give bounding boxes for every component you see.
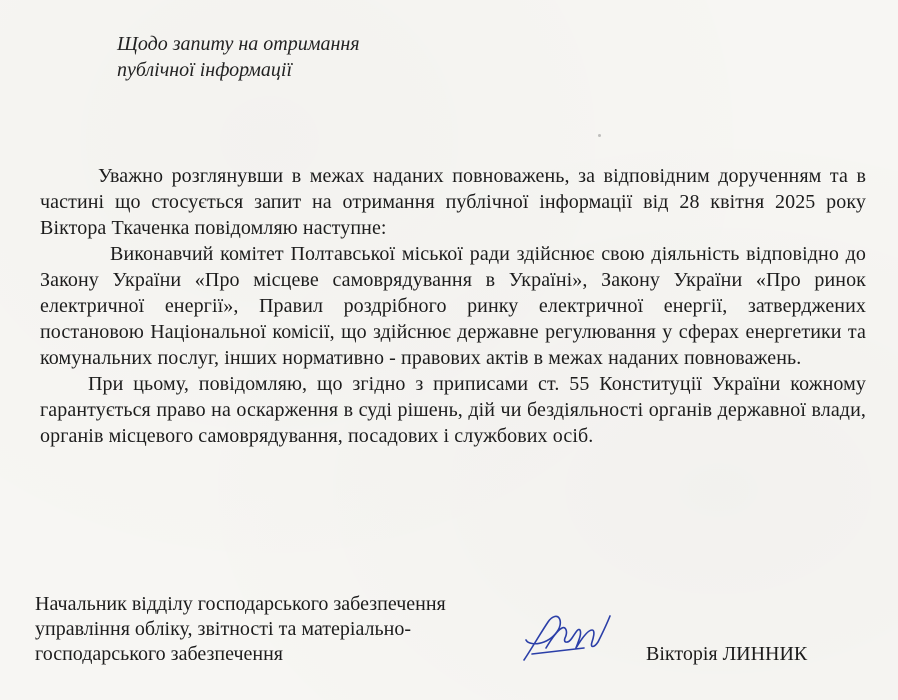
body-paragraph-1: Уважно розглянувши в межах наданих повноважень, за відповідним дорученням та в частині що стосується запит на отримання публічної інформації від 28 квітня 2025 року Віктора Ткаченка повідомляю наступне: (40, 165, 866, 239)
subject-line-2: публічної інформації (117, 59, 293, 81)
handwritten-signature (518, 608, 618, 670)
subject-heading (117, 31, 360, 83)
signer-name: Вікторія ЛИННИК (646, 643, 808, 665)
paper-speck (598, 134, 601, 137)
signatory-position (35, 592, 446, 667)
letter-body (40, 163, 866, 449)
position-line-3: господарського забезпечення (35, 643, 283, 665)
position-line-2: управління обліку, звітності та матеріально- (35, 618, 411, 640)
body-paragraph-3: При цьому, повідомляю, що згідно з приписами ст. 55 Конституції України кожному гарантується право на оскарження в суді рішень, дій чи бездіяльності органів державної влади, органів місцевого самоврядування, посадових і службових осіб. (40, 373, 866, 447)
body-paragraph-2: Виконавчий комітет Полтавської міської ради здійснює свою діяльність відповідно до Закону України «Про місцеве самоврядування в Україні», Закону України «Про ринок електричної енергії», Правил роздрібного ринку електричної енергії, затверджених постановою Національної комісії, що здійснює державне регулювання у сферах енергетики та комунальних послуг, інших нормативно - правових актів в межах наданих повноважень. (40, 243, 866, 369)
subject-line-1: Щодо запиту на отримання (117, 33, 360, 55)
position-line-1: Начальник відділу господарського забезпечення (35, 593, 446, 615)
